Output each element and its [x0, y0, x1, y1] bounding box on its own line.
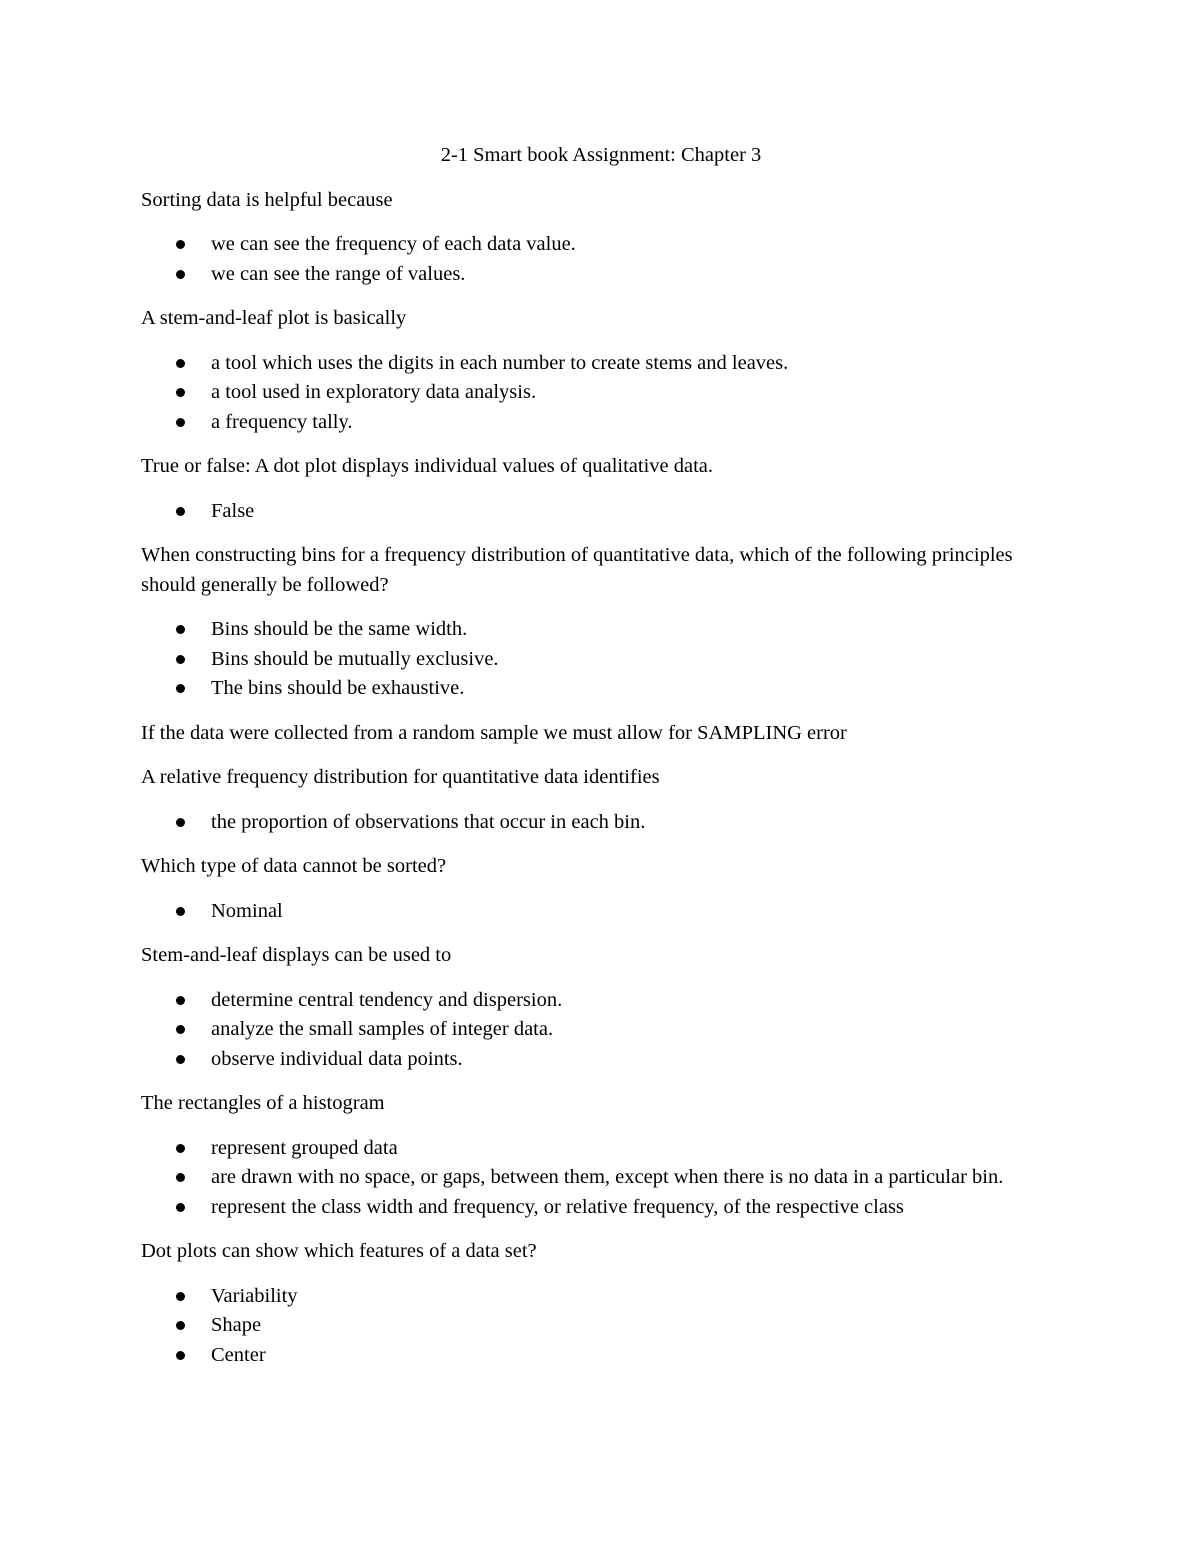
answer-list [141, 1134, 1061, 1223]
bullet-icon [176, 684, 185, 693]
question-block [141, 186, 1061, 290]
bullet-icon [176, 418, 185, 427]
answer-text: determine central tendency and dispersion. [211, 988, 563, 1011]
answer-list [141, 615, 1061, 704]
bullet-icon [176, 1292, 185, 1301]
answer-text: a frequency tally. [211, 410, 353, 433]
answer-item [141, 1311, 1061, 1341]
bullet-icon [176, 625, 185, 634]
answer-text: Variability [211, 1284, 298, 1307]
bullet-icon [176, 996, 185, 1005]
answer-list [141, 349, 1061, 438]
answer-item [141, 674, 1061, 704]
question-text: True or false: A dot plot displays individual values of qualitative data. [141, 455, 714, 477]
answer-item [141, 1163, 1061, 1193]
question-block [141, 1237, 1061, 1370]
bullet-icon [176, 1025, 185, 1034]
answer-text: Bins should be mutually exclusive. [211, 647, 499, 670]
answer-list [141, 897, 1061, 927]
question-block [141, 852, 1061, 926]
question-text: A stem-and-leaf plot is basically [141, 307, 407, 329]
answer-item [141, 986, 1061, 1016]
answer-text: Bins should be the same width. [211, 618, 468, 640]
answer-item [141, 808, 1061, 838]
answer-list [141, 1282, 1061, 1371]
answer-item [141, 615, 1061, 645]
question-block [141, 452, 1061, 526]
bullet-icon [176, 1055, 185, 1064]
document-page [141, 141, 1061, 1385]
answer-text: Nominal [211, 899, 283, 922]
answer-text: The bins should be exhaustive. [211, 677, 465, 699]
question-block [141, 941, 1061, 1074]
answer-list [141, 497, 1061, 527]
bullet-icon [176, 388, 185, 397]
answer-item [141, 408, 1061, 438]
question-text: Dot plots can show which features of a data set? [141, 1240, 537, 1262]
answer-item [141, 349, 1061, 379]
answer-text: are drawn with no space, or gaps, between them, except when there is no data in a particular bin. [211, 1166, 1004, 1188]
answer-text: analyze the small samples of integer data. [211, 1018, 554, 1040]
answer-list [141, 230, 1061, 289]
question-text: Stem-and-leaf displays can be used to [141, 944, 452, 966]
question-text: When constructing bins for a frequency distribution of quantitative data, which of the following principles should generally be followed? [141, 544, 1013, 596]
answer-text: Center [211, 1343, 266, 1366]
bullet-icon [176, 907, 185, 916]
question-list [141, 186, 1061, 1371]
document-title: 2-1 Smart book Assignment: Chapter 3 [440, 144, 762, 166]
answer-text: a tool which uses the digits in each number to create stems and leaves. [211, 351, 789, 374]
answer-item [141, 1341, 1061, 1371]
bullet-icon [176, 1321, 185, 1330]
answer-text: a tool used in exploratory data analysis. [211, 381, 537, 403]
bullet-icon [176, 359, 185, 368]
answer-text: observe individual data points. [211, 1047, 463, 1070]
question-text: A relative frequency distribution for quantitative data identifies [141, 766, 660, 788]
answer-item [141, 378, 1061, 408]
answer-text: Shape [211, 1314, 262, 1336]
answer-item [141, 645, 1061, 675]
bullet-icon [176, 1203, 185, 1212]
answer-item [141, 260, 1061, 290]
bullet-icon [176, 507, 185, 516]
question-block [141, 541, 1061, 704]
answer-item [141, 1282, 1061, 1312]
answer-text: we can see the frequency of each data value. [211, 233, 576, 255]
answer-text: we can see the range of values. [211, 262, 466, 285]
bullet-icon [176, 818, 185, 827]
question-text: The rectangles of a histogram [141, 1092, 385, 1114]
bullet-icon [176, 240, 185, 249]
answer-text: represent grouped data [211, 1136, 398, 1159]
answer-text: represent the class width and frequency, or relative frequency, of the respective class [211, 1195, 904, 1218]
answer-text: the proportion of observations that occur in each bin. [211, 810, 646, 833]
answer-item [141, 230, 1061, 260]
bullet-icon [176, 270, 185, 279]
answer-list [141, 808, 1061, 838]
question-block [141, 763, 1061, 837]
question-block [141, 1089, 1061, 1222]
answer-item [141, 497, 1061, 527]
answer-list [141, 986, 1061, 1075]
answer-item [141, 1015, 1061, 1045]
bullet-icon [176, 1173, 185, 1182]
answer-item [141, 1193, 1061, 1223]
question-block [141, 304, 1061, 437]
answer-item [141, 897, 1061, 927]
bullet-icon [176, 1144, 185, 1153]
answer-item [141, 1045, 1061, 1075]
answer-text: False [211, 499, 255, 522]
question-text: Which type of data cannot be sorted? [141, 855, 447, 877]
bullet-icon [176, 655, 185, 664]
question-block [141, 719, 1061, 749]
answer-item [141, 1134, 1061, 1164]
question-text: If the data were collected from a random sample we must allow for SAMPLING error [141, 721, 847, 744]
bullet-icon [176, 1351, 185, 1360]
question-text: Sorting data is helpful because [141, 188, 393, 211]
